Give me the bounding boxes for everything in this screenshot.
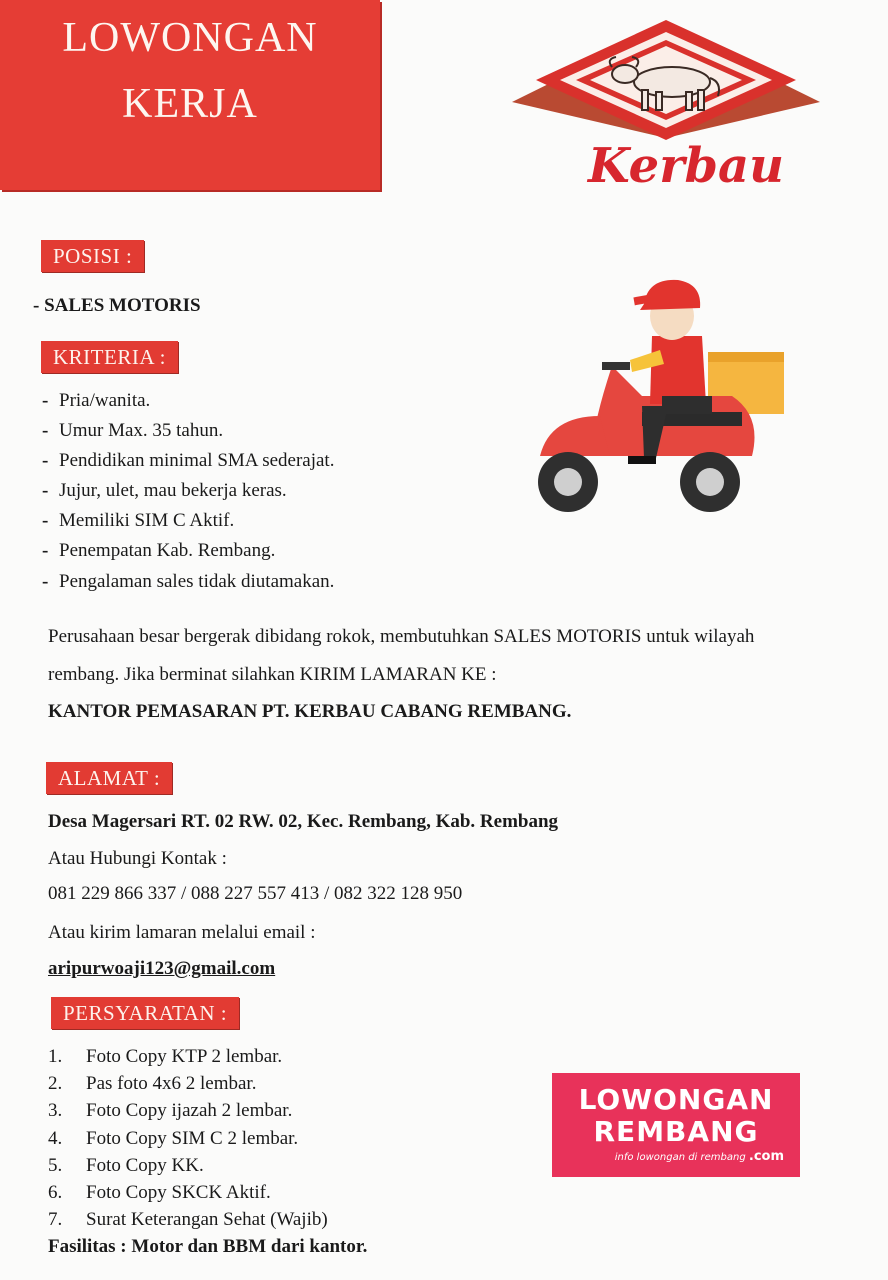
requirement-item: 4. Foto Copy SIM C 2 lembar.: [48, 1128, 299, 1149]
badge-line-1: LOWONGAN: [578, 1083, 774, 1116]
badge-tagline: info lowongan di rembang .com: [614, 1149, 784, 1164]
requirement-item: 6. Foto Copy SKCK Aktif.: [48, 1182, 271, 1203]
title-line-1: LOWONGAN: [62, 15, 318, 61]
kerbau-logo-icon: [500, 20, 832, 140]
kriteria-item: - Pengalaman sales tidak diutamakan.: [42, 571, 335, 592]
kriteria-item: - Memiliki SIM C Aktif.: [42, 510, 235, 531]
lowongan-rembang-badge[interactable]: [552, 1073, 800, 1177]
description-line-1: Perusahaan besar bergerak dibidang rokok, membutuhkan SALES MOTORIS untuk wilayah: [48, 626, 755, 647]
requirement-item: 5. Foto Copy KK.: [48, 1155, 204, 1176]
delivery-scooter-icon: [532, 276, 792, 516]
title-line-2: KERJA: [122, 81, 258, 127]
title-banner: [0, 0, 380, 190]
persyaratan-label: PERSYARATAN :: [51, 997, 239, 1029]
fasilitas: Fasilitas : Motor dan BBM dari kantor.: [48, 1236, 368, 1257]
office-name: KANTOR PEMASARAN PT. KERBAU CABANG REMBANG.: [48, 701, 572, 722]
email-label: Atau kirim lamaran melalui email :: [48, 922, 316, 943]
kriteria-item: - Umur Max. 35 tahun.: [42, 420, 224, 441]
requirement-item: 1. Foto Copy KTP 2 lembar.: [48, 1046, 283, 1067]
kriteria-item: - Pendidikan minimal SMA sederajat.: [42, 450, 335, 471]
email-link[interactable]: aripurwoaji123@gmail.com: [48, 958, 276, 979]
address: Desa Magersari RT. 02 RW. 02, Kec. Rembang, Kab. Rembang: [48, 811, 559, 832]
posisi-label: POSISI :: [41, 240, 144, 272]
requirement-item: 7. Surat Keterangan Sehat (Wajib): [48, 1209, 328, 1230]
alamat-label: ALAMAT :: [46, 762, 172, 794]
kriteria-label: KRITERIA :: [41, 341, 178, 373]
description-line-2: rembang. Jika berminat silahkan KIRIM LAMARAN KE :: [48, 664, 497, 685]
requirement-item: 2. Pas foto 4x6 2 lembar.: [48, 1073, 257, 1094]
kriteria-item: - Jujur, ulet, mau bekerja keras.: [42, 480, 287, 501]
badge-line-2: REMBANG: [593, 1115, 759, 1148]
phone-numbers: 081 229 866 337 / 088 227 557 413 / 082 322 128 950: [48, 883, 463, 904]
kriteria-item: - Pria/wanita.: [42, 390, 151, 411]
posisi-value: - SALES MOTORIS: [33, 295, 201, 316]
kriteria-item: - Penempatan Kab. Rembang.: [42, 540, 276, 561]
brand-name: Kerbau: [588, 138, 785, 194]
contact-label: Atau Hubungi Kontak :: [48, 848, 227, 869]
requirement-item: 3. Foto Copy ijazah 2 lembar.: [48, 1100, 293, 1121]
